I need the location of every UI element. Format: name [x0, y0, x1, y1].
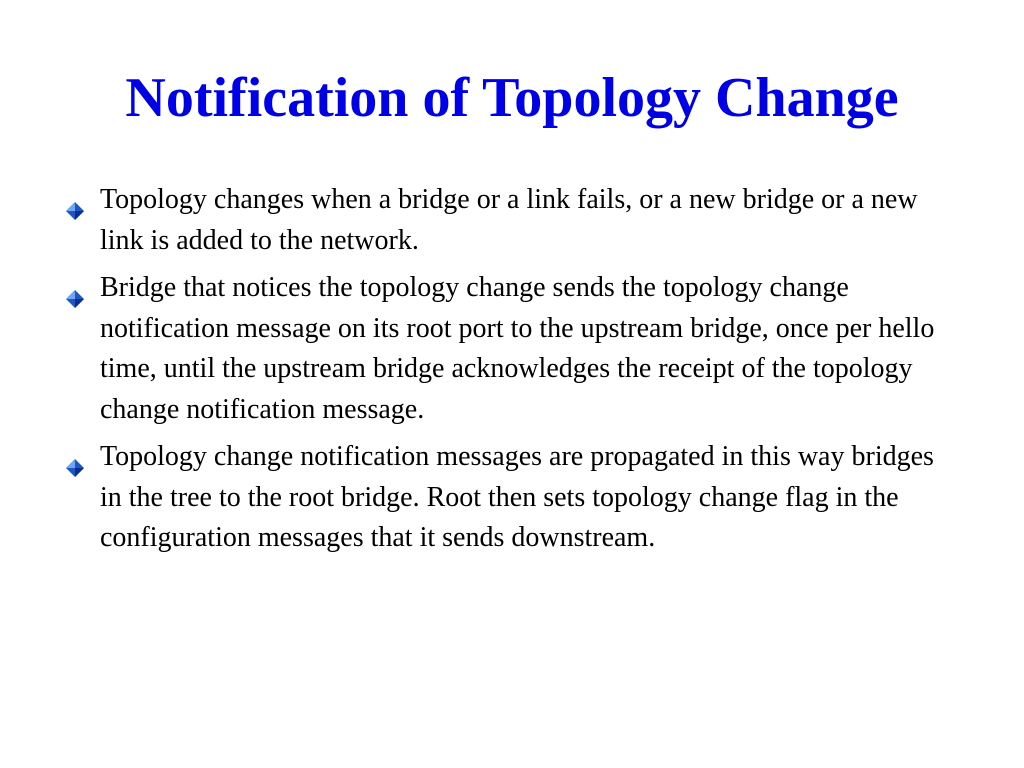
blue-diamond-bullet-icon	[66, 449, 84, 467]
slide-title: Notification of Topology Change	[125, 67, 899, 129]
bullet-text: Topology change notification messages are propagated in this way bridges in the tree to the root bridge. Root then sets topology change flag in the configuration messages that it sends downstream.	[100, 441, 934, 553]
blue-diamond-bullet-icon	[66, 192, 84, 210]
bullet-text: Topology changes when a bridge or a link fails, or a new bridge or a new link is added to the network.	[100, 184, 918, 256]
bullet-text: Bridge that notices the topology change sends the topology change notification message on its root port to the upstream bridge, once per hello time, until the upstream bridge acknowledges the receipt of the topology change notification message.	[100, 272, 935, 425]
bullet-list	[66, 180, 956, 566]
bullet-item	[66, 437, 956, 559]
bullet-item	[66, 268, 956, 430]
blue-diamond-bullet-icon	[66, 280, 84, 298]
bullet-item	[66, 180, 956, 261]
